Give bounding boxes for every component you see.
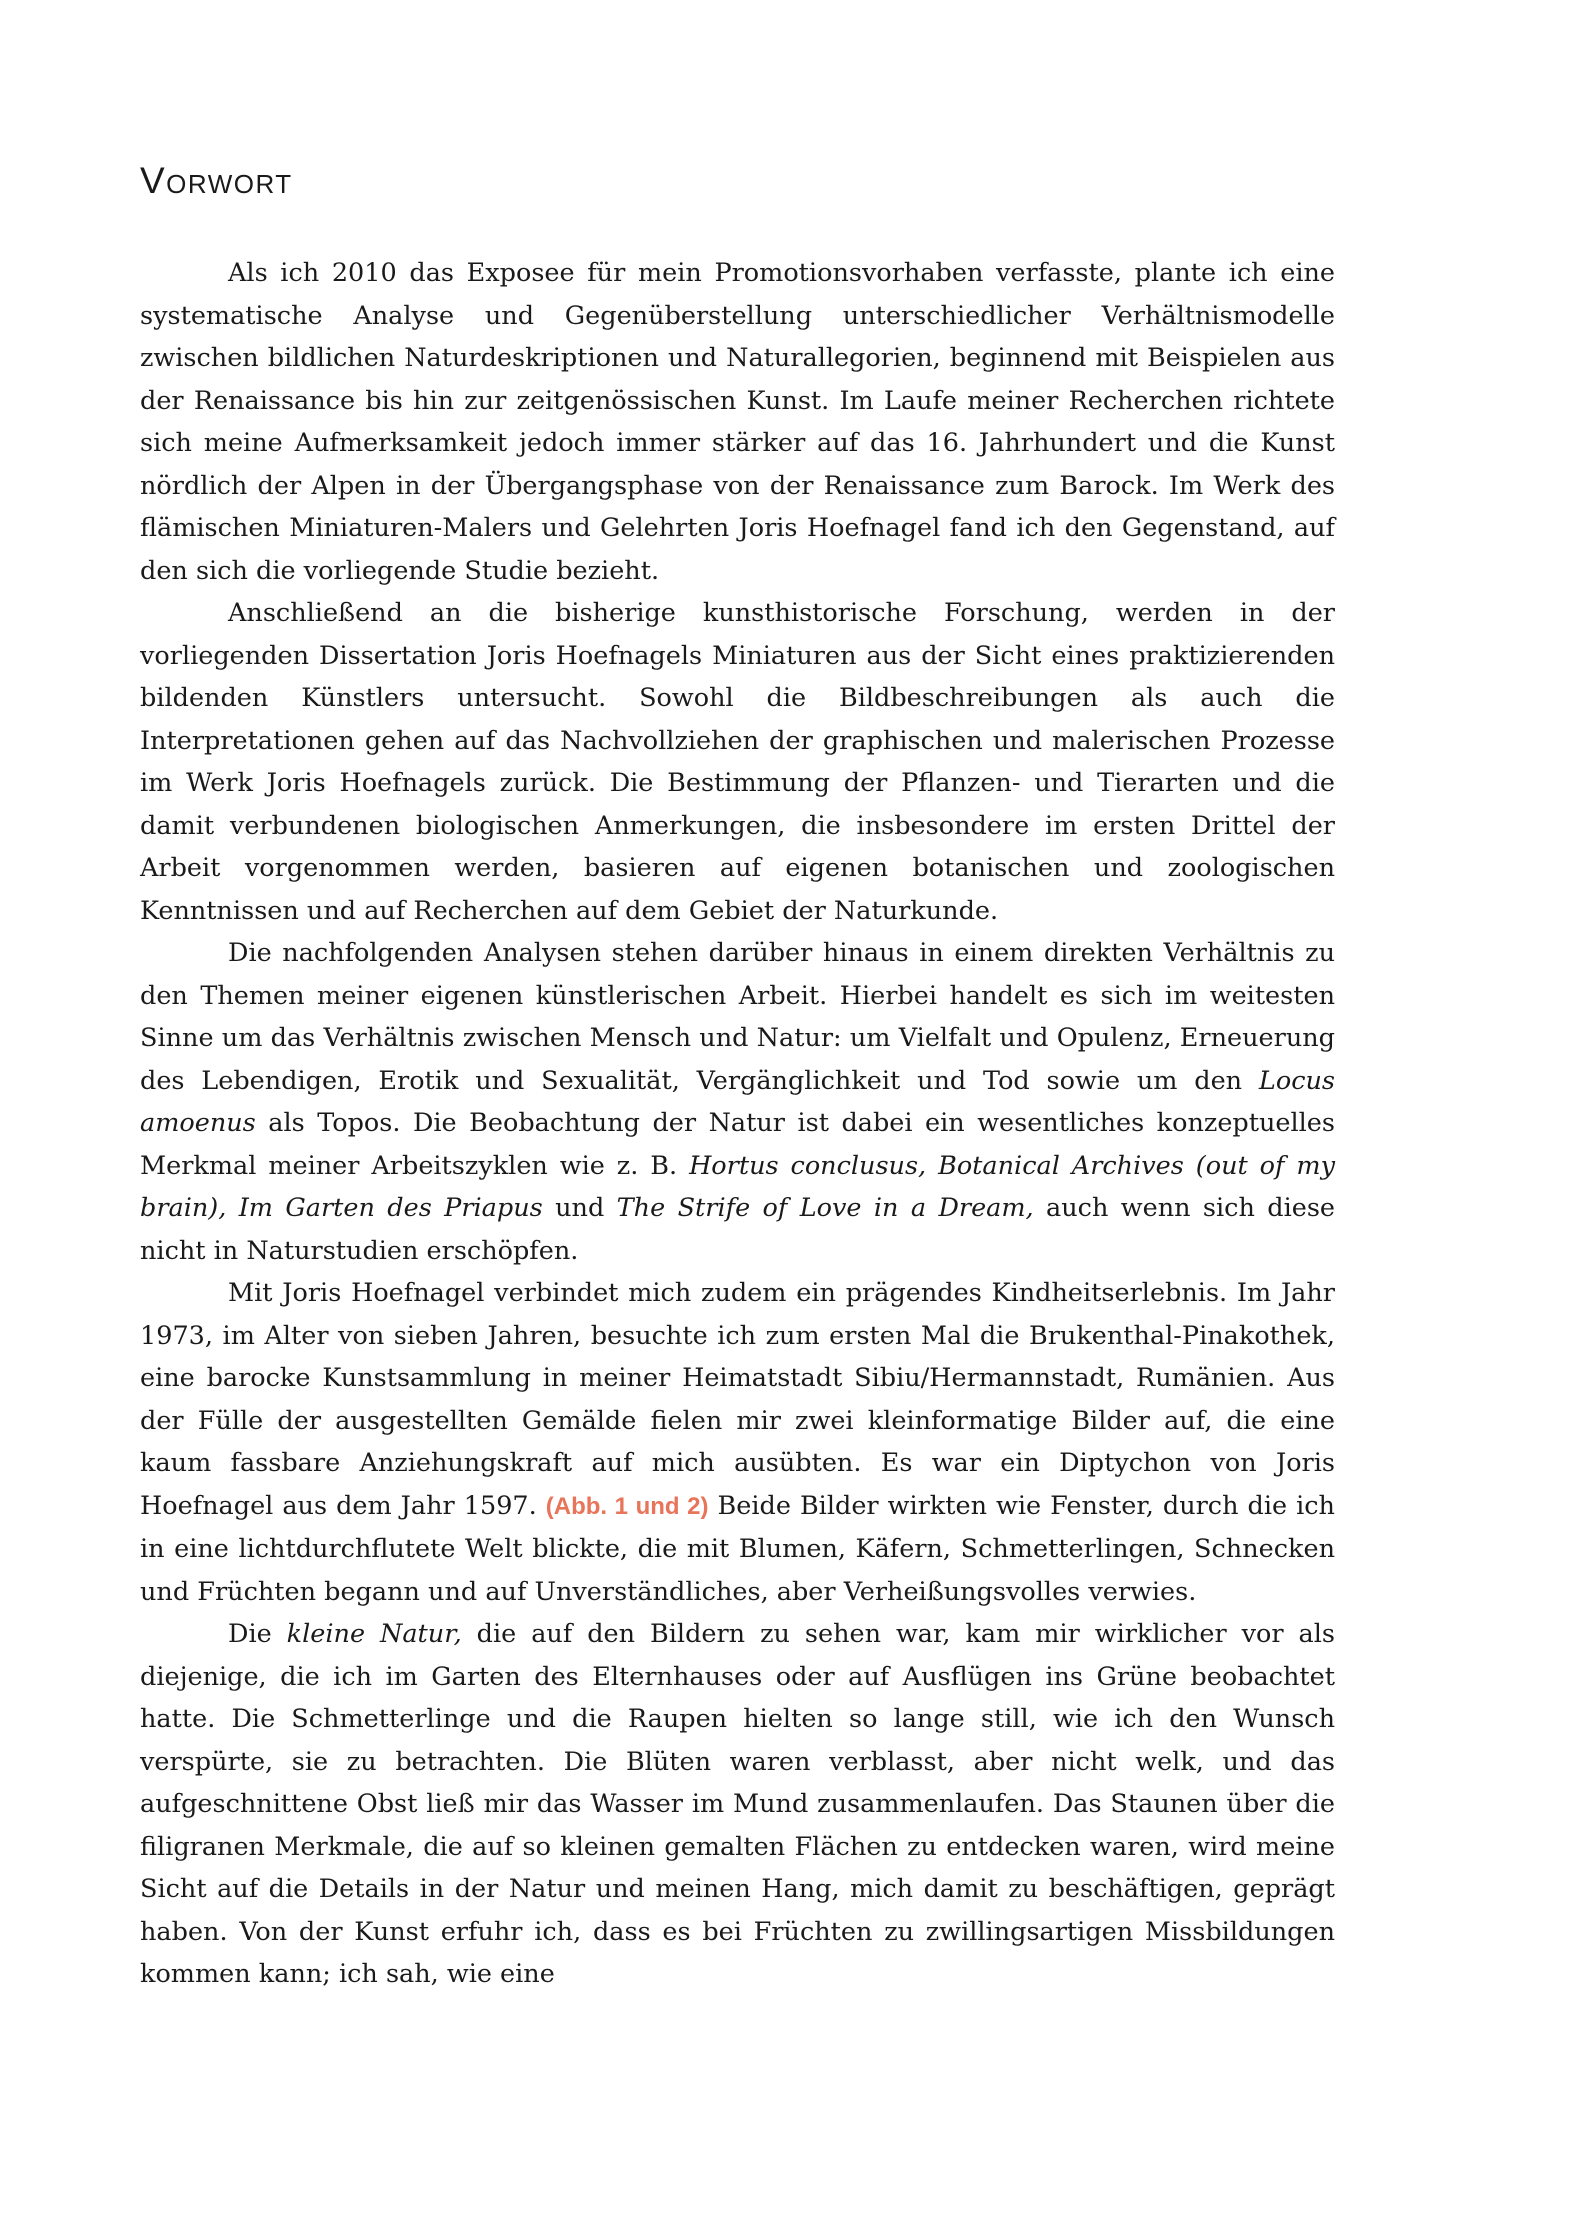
paragraph-5 (140, 1613, 1335, 1996)
paragraph-4-text-b: Beide Bilder wirkten wie Fenster, durch die ich in eine lichtdurchflutete Welt blickte, die mit Blumen, Käfern, Schmetterlingen, Schnecken und Früchten begann und auf Unverständliches, aber Verheißungsvolles verwies. (140, 1490, 1335, 1607)
paragraph-3-text-a: Die nachfolgenden Analysen stehen darüber hinaus in einem direkten Verhältnis zu den Themen meiner eigenen künstlerischen Arbeit. Hierbei handelt es sich im weitesten Sinne um das Verhältnis zwischen Mensch und Natur: um Vielfalt und Opulenz, Erneuerung des Lebendigen, Erotik und Sexualität, Vergänglichkeit und Tod sowie um den (140, 938, 1335, 1096)
paragraph-2-text: Anschließend an die bisherige kunsthistorische Forschung, werden in der vorliegenden Dissertation Joris Hoefnagels Miniaturen aus der Sicht eines praktizierenden bildenden Künstlers untersucht. Sowohl die Bildbeschreibungen als auch die Interpretationen gehen auf das Nachvollziehen der graphischen und malerischen Prozesse im Werk Joris Hoefnagels zurück. Die Bestimmung der Pflanzen- und Tierarten und die damit verbundenen biologischen Anmerkungen, die insbesondere im ersten Drittel der Arbeit vorgenommen werden, basieren auf eigenen botanischen und zoologischen Kenntnissen und auf Recherchen auf dem Gebiet der Naturkunde. (140, 598, 1335, 926)
paragraph-3-text-c: und (542, 1193, 617, 1223)
page-heading: Vorwort (140, 160, 293, 201)
paragraph-5-text-a: Die (228, 1619, 287, 1649)
paragraph-3-italic-works: Hortus conclusus, Botanical Archives (out of my brain), Im Garten des Priapus (140, 1150, 1335, 1223)
paragraph-5-text-b: die auf den Bildern zu sehen war, kam mir wirklicher vor als diejenige, die ich im Garten des Elternhauses oder auf Ausflügen ins Grüne beobachtet hatte. Die Schmetterlinge und die Raupen hielten so lange still, wie ich den Wunsch verspürte, sie zu betrachten. Die Blüten waren verblasst, aber nicht welk, und das aufgeschnittene Obst ließ mir das Wasser im Mund zusammenlaufen. Das Staunen über die filigranen Merkmale, die auf so kleinen gemalten Flächen zu entdecken waren, wird meine Sicht auf die Details in der Natur und meinen Hang, mich damit zu beschäftigen, geprägt haben. Von der Kunst erfuhr ich, dass es bei Früchten zu zwillingsartigen Missbildungen kommen kann; ich sah, wie eine (140, 1619, 1335, 1989)
paragraph-1 (140, 252, 1335, 592)
page-content (140, 160, 1335, 1996)
paragraph-3-italic-strife: The Strife of Love in a Dream, (616, 1193, 1034, 1223)
paragraph-3-text-b: als Topos. Die Beobachtung der Natur ist dabei ein wesentliches konzeptuelles Merkmal meiner Arbeitszyklen wie z. B. (140, 1108, 1335, 1181)
paragraph-1-text: Als ich 2010 das Exposee für mein Promotionsvorhaben verfasste, plante ich eine systematische Analyse und Gegenüberstellung unterschiedlicher Verhältnismodelle zwischen bildlichen Naturdeskriptionen und Naturallegorien, beginnend mit Beispielen aus der Renaissance bis hin zur zeitgenössischen Kunst. Im Laufe meiner Recherchen richtete sich meine Aufmerksamkeit jedoch immer stärker auf das 16. Jahrhundert und die Kunst nördlich der Alpen in der Übergangsphase von der Renaissance zum Barock. Im Werk des flämischen Miniaturen-Malers und Gelehrten Joris Hoefnagel fand ich den Gegenstand, auf den sich die vorliegende Studie bezieht. (140, 258, 1335, 586)
paragraph-4 (140, 1272, 1335, 1613)
paragraph-3-italic-locus: Locus amoenus (140, 1065, 1335, 1138)
figure-reference-link[interactable]: (Abb. 1 und 2) (545, 1492, 709, 1520)
paragraph-3-text-d: auch wenn sich diese nicht in Naturstudien erschöpfen. (140, 1193, 1335, 1266)
paragraph-5-italic-kleine-natur: kleine Natur, (286, 1619, 462, 1649)
paragraph-2 (140, 592, 1335, 932)
paragraph-3 (140, 932, 1335, 1272)
paragraph-4-text-a: Mit Joris Hoefnagel verbindet mich zudem ein prägendes Kindheitserlebnis. Im Jahr 1973, im Alter von sieben Jahren, besuchte ich zum ersten Mal die Brukenthal-Pinakothek, eine barocke Kunstsammlung in meiner Heimatstadt Sibiu/Hermannstadt, Rumänien. Aus der Fülle der ausgestellten Gemälde fielen mir zwei kleinformatige Bilder auf, die eine kaum fassbare Anziehungskraft auf mich ausübten. Es war ein Diptychon von Joris Hoefnagel aus dem Jahr 1597. (140, 1278, 1335, 1521)
